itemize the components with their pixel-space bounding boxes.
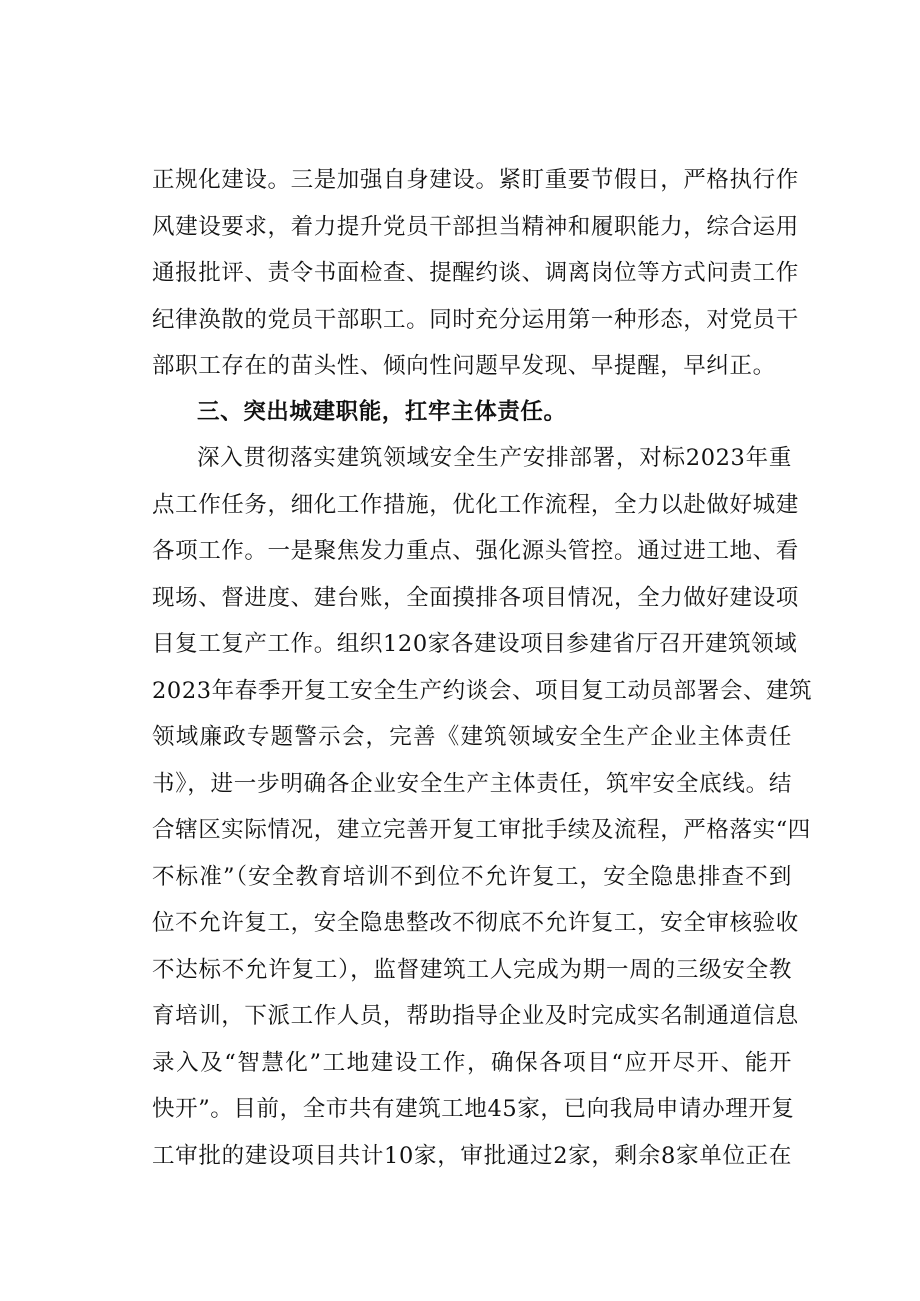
paragraph-line: 现场、督进度、建台账，全面摸排各项目情况，全力做好建设项: [152, 584, 799, 611]
paragraph-line: 快开”。目前，全市共有建筑工地45家，已向我局申请办理开复: [152, 1096, 795, 1122]
paragraph-line: 位不允许复工，安全隐患整改不彻底不允许复工，安全审核验收: [152, 910, 799, 936]
paragraph-line: 不标准”（安全教育培训不到位不允许复工，安全隐患排查不到: [152, 863, 792, 890]
paragraph-line: 合辖区实际情况，建立完善开复工审批手续及流程，严格落实“四: [152, 817, 811, 843]
paragraph-line: 书》，进一步明确各企业安全生产主体责任，筑牢安全底线。结: [152, 770, 792, 797]
paragraph-line: 领域廉政专题警示会，完善《建筑领域安全生产企业主体责任: [152, 724, 792, 750]
paragraph-line: 不达标不允许复工），监督建筑工人完成为期一周的三级安全教: [152, 956, 792, 983]
paragraph-line: 目复工复产工作。组织120家各建设项目参建省厅召开建筑领域: [152, 631, 798, 657]
paragraph-line: 正规化建设。三是加强自身建设。紧盯重要节假日，严格执行作: [152, 167, 799, 193]
paragraph-line: 育培训，下派工作人员，帮助指导企业及时完成实名制通道信息: [152, 1003, 799, 1029]
paragraph-line: 通报批评、责令书面检查、提醒约谈、调离岗位等方式问责工作: [152, 260, 799, 286]
paragraph-line: 深入贯彻落实建筑领域安全生产安排部署，对标2023年重: [197, 445, 792, 471]
section-heading: [152, 389, 792, 436]
paragraph-line: 点工作任务，细化工作措施，优化工作流程，全力以赴做好城建: [152, 491, 799, 518]
section-heading-text: 三、突出城建职能，扛牢主体责任。: [197, 399, 567, 425]
paragraph-line: 2023年春季开复工安全生产约谈会、项目复工动员部署会、建筑: [152, 677, 813, 704]
paragraph-1: [152, 157, 799, 390]
paragraph-line: 部职工存在的苗头性、倾向性问题早发现、早提醒，早纠正。: [152, 353, 776, 379]
paragraph-line: 工审批的建设项目共计10家，审批通过2家，剩余8家单位正在: [152, 1142, 792, 1169]
paragraph-line: 录入及“智慧化”工地建设工作，确保各项目“应开尽开、能开: [152, 1049, 792, 1076]
paragraph-line: 纪律涣散的党员干部职工。同时充分运用第一种形态，对党员干: [152, 306, 799, 333]
paragraph-2: [152, 435, 813, 1179]
paragraph-line: 风建设要求，着力提升党员干部担当精神和履职能力，综合运用: [152, 213, 799, 240]
paragraph-line: 各项工作。一是聚焦发力重点、强化源头管控。通过进工地、看: [152, 538, 799, 564]
